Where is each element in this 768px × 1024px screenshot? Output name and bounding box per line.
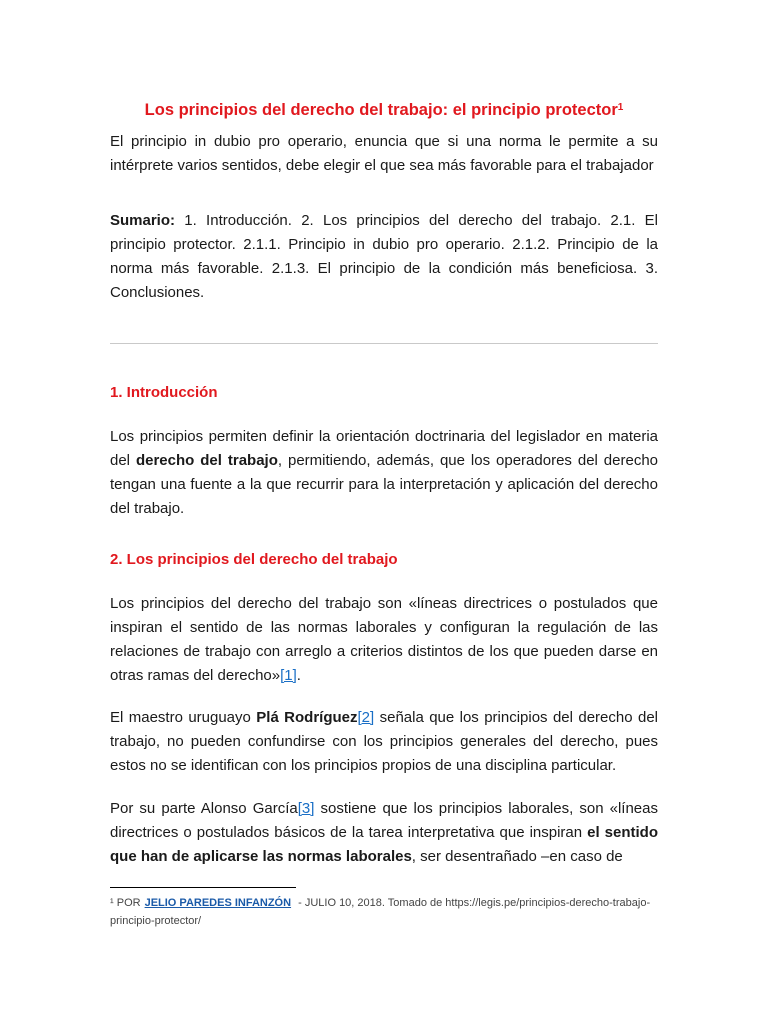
footnote-text: - JULIO 10, 2018. Tomado de https://legis.pe/principios-derecho-trabajo-principio-protector/ (110, 897, 651, 927)
summary-paragraph (110, 209, 658, 305)
section-2-p3-text-d: , ser desentrañado –en caso de (411, 848, 623, 865)
section-1-heading: 1. Introducción (110, 384, 218, 401)
document-title (0, 99, 768, 121)
section-1-text-c: , permitiendo, además, que los operadores del derecho tengan una fuente a la que recurrir para la interpretación y aplicación del derecho del trabajo. (110, 452, 659, 517)
section-divider (110, 343, 658, 344)
footnote-ref-1[interactable]: [1] (280, 667, 297, 684)
footnote (110, 894, 662, 930)
section-1-paragraph (110, 425, 658, 521)
section-1-text-a: Los principios permiten definir la orientación doctrinaria del legislador en materia del (110, 428, 658, 469)
section-2-p2-text-a: El maestro uruguayo (110, 709, 257, 726)
section-2-paragraph-1 (110, 592, 658, 688)
section-2-paragraph-2 (110, 706, 658, 778)
summary-text: 1. Introducción. 2. Los principios del derecho del trabajo. 2.1. El principio protector. 2.1.1. Principio in dubio pro operario. 2.1.2. Principio de la norma más favorable. 2.1.3. El principio de la condición más beneficiosa. 3. Conclusiones. (110, 212, 658, 301)
section-2-p2-bold: Plá Rodríguez (256, 709, 358, 726)
footnote-separator (110, 887, 296, 888)
section-2-p3-text-a: Por su parte Alonso García (110, 800, 298, 817)
subtitle-paragraph: El principio in dubio pro operario, enuncia que si una norma le permite a su intérprete varios sentidos, debe elegir el que sea más favorable para el trabajador (110, 133, 658, 174)
title-footnote-mark: 1 (617, 102, 624, 113)
section-2-p1-text: Los principios del derecho del trabajo son «líneas directrices o postulados que inspiran el sentido de las normas laborales y configuran la regulación de las relaciones de trabajo con arreglo a criterios distintos de los que pueden darse en otras ramas del derecho» (110, 595, 658, 684)
section-2-heading: 2. Los principios del derecho del trabajo (110, 551, 398, 568)
section-2-p2-text-c: señala que los principios del derecho del trabajo, no pueden confundirse con los principios generales del derecho, pues estos no se identifican con los principios propios de una disciplina particular. (110, 709, 658, 774)
footnote-mark: ¹ (110, 897, 114, 909)
summary-label: Sumario: (110, 212, 176, 229)
section-2-p1-end: . (296, 667, 301, 684)
section-2-p3-text-b: sostiene que los principios laborales, son «líneas directrices o postulados básicos de la tarea interpretativa que inspiran (110, 800, 658, 841)
section-1-bold: derecho del trabajo (135, 452, 278, 469)
section-2-p3-bold: el sentido que han de aplicarse las normas laborales (110, 824, 658, 865)
footnote-ref-3[interactable]: [3] (297, 800, 315, 817)
footnote-ref-2[interactable]: [2] (357, 709, 375, 726)
section-2-paragraph-3 (110, 797, 658, 869)
title-text: Los principios del derecho del trabajo: el principio protector (144, 101, 618, 119)
footnote-author-link[interactable]: JELIO PAREDES INFANZÓN (144, 897, 292, 909)
footnote-prefix: POR (116, 897, 141, 909)
